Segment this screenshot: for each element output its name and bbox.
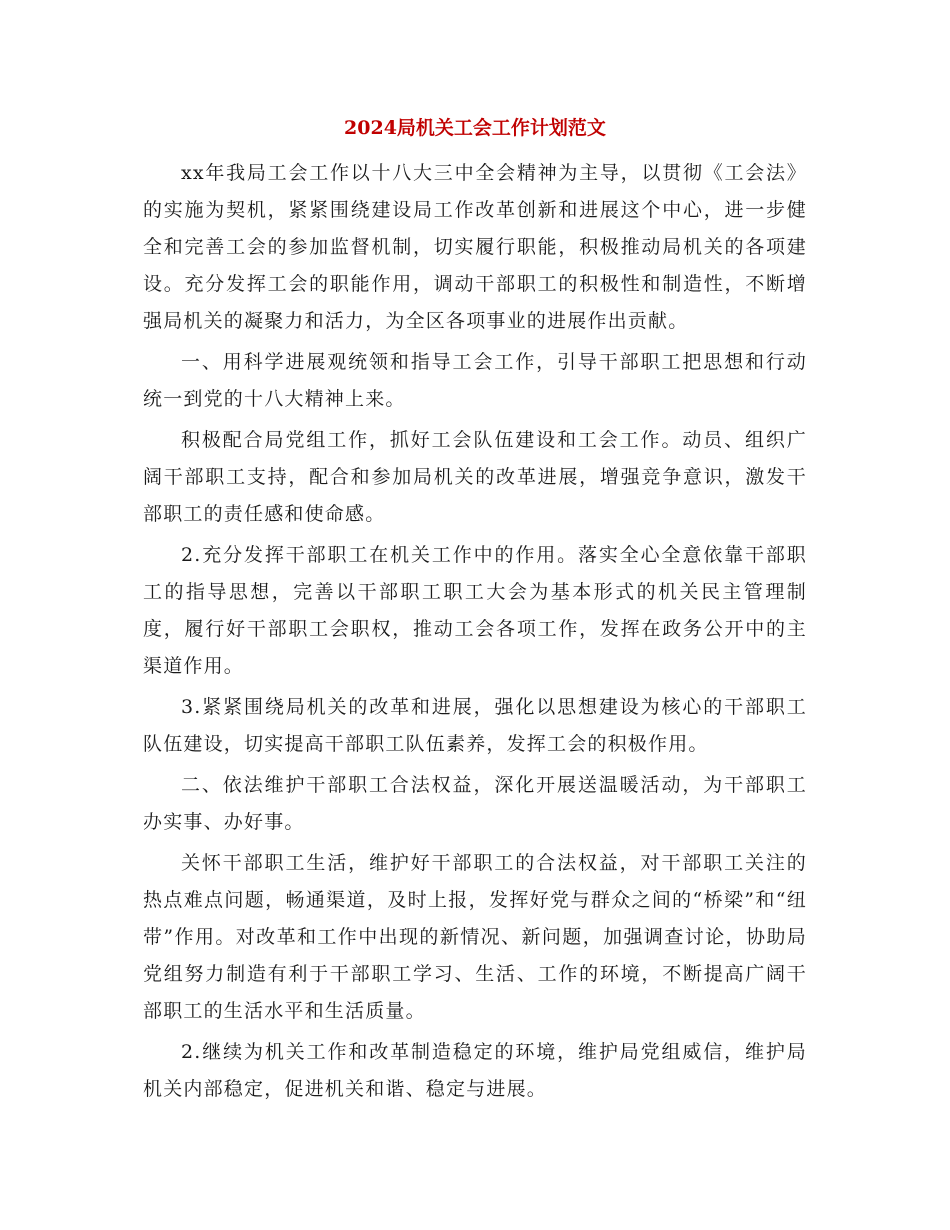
paragraph-section-1-item-2: 2.充分发挥干部职工在机关工作中的作用。落实全心全意依靠干部职工的指导思想，完善以干部职工职工大会为基本形式的机关民主管理制度，履行好干部职工会职权，推动工会各项工作，发挥在政务公开中的主渠道作用。 (143, 544, 807, 677)
paragraph-section-1-item-3: 3.紧紧围绕局机关的改革和进展，强化以思想建设为核心的干部职工队伍建设，切实提高干部职工队伍素养，发挥工会的积极作用。 (143, 696, 807, 755)
document-title: 2024局机关工会工作计划范文 (344, 117, 606, 139)
paragraph-section-1-item-1: 积极配合局党组工作，抓好工会队伍建设和工会工作。动员、组织广阔干部职工支持，配合和参加局机关的改革进展，增强竞争意识，激发干部职工的责任感和使命感。 (143, 429, 807, 525)
paragraph-section-2-item-1: 关怀干部职工生活，维护好干部职工的合法权益，对干部职工关注的热点难点问题，畅通渠道，及时上报，发挥好党与群众之间的“桥梁”和“纽带”作用。对改革和工作中出现的新情况、新问题，加强调查讨论，协助局党组努力制造有利于干部职工学习、生活、工作的环境，不断提高广阔干部职工的生活水平和生活质量。 (143, 852, 807, 1022)
document-body (143, 155, 807, 1108)
paragraph-section-2-item-2: 2.继续为机关工作和改革制造稳定的环境，维护局党组威信，维护局机关内部稳定，促进机关和谐、稳定与进展。 (143, 1041, 807, 1100)
paragraph-intro: xx年我局工会工作以十八大三中全会精神为主导，以贯彻《工会法》的实施为契机，紧紧围绕建设局工作改革创新和进展这个中心，进一步健全和完善工会的参加监督机制，切实履行职能，积极推动局机关的各项建设。充分发挥工会的职能作用，调动干部职工的积极性和制造性，不断增强局机关的凝聚力和活力，为全区各项事业的进展作出贡献。 (143, 162, 807, 332)
paragraph-section-2-heading: 二、依法维护干部职工合法权益，深化开展送温暖活动，为干部职工办实事、办好事。 (143, 774, 807, 833)
paragraph-section-1-heading: 一、用科学进展观统领和指导工会工作，引导干部职工把思想和行动统一到党的十八大精神上来。 (143, 351, 807, 410)
